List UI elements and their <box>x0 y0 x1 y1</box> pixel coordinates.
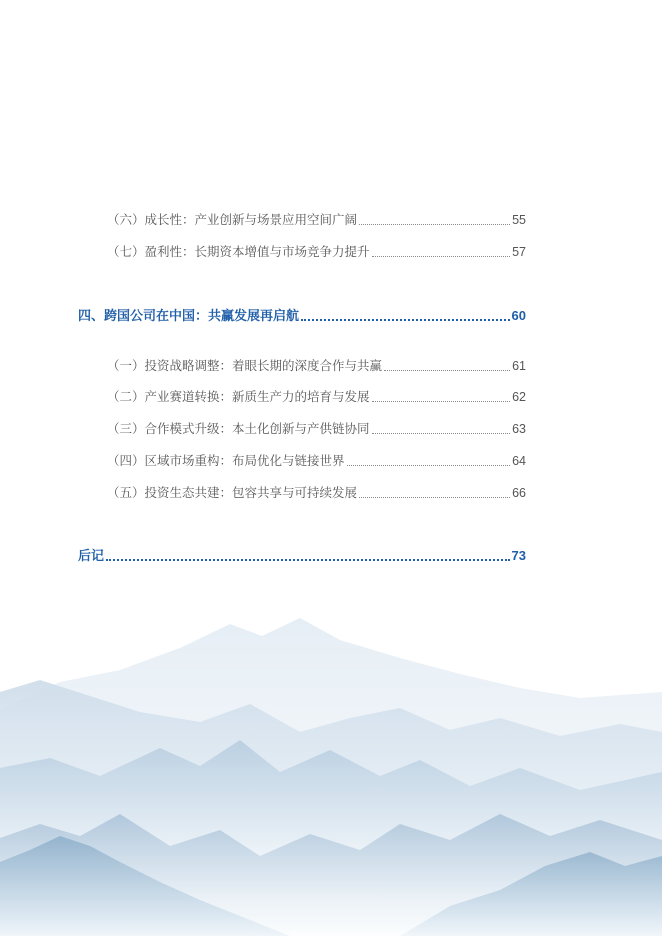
toc-page-number: 64 <box>512 454 526 468</box>
toc-dot-leader <box>301 319 510 321</box>
toc-entry[interactable] <box>78 242 526 262</box>
toc-page-number: 66 <box>512 486 526 500</box>
toc-entry-label: （四）区域市场重构：布局优化与链接世界 <box>107 454 345 468</box>
toc-section-heading[interactable] <box>78 306 526 326</box>
toc-entry[interactable] <box>78 210 526 230</box>
toc-section-heading[interactable] <box>78 546 526 566</box>
toc-page-number: 63 <box>512 422 526 436</box>
toc-page-number: 60 <box>511 308 526 323</box>
toc-page-number: 73 <box>511 548 526 563</box>
toc-dot-leader <box>372 401 511 402</box>
toc-entry[interactable] <box>78 451 526 471</box>
toc-page-number: 55 <box>512 213 526 227</box>
toc-dot-leader <box>347 465 511 466</box>
toc-entry[interactable] <box>78 356 526 376</box>
toc-section-label: 四、跨国公司在中国：共赢发展再启航 <box>78 308 300 323</box>
toc-entry[interactable] <box>78 387 526 407</box>
toc-page-number: 61 <box>512 359 526 373</box>
toc-entry-label: （一）投资战略调整：着眼长期的深度合作与共赢 <box>107 359 383 373</box>
toc-page-number: 57 <box>512 245 526 259</box>
toc-entry[interactable] <box>78 419 526 439</box>
toc-entry-label: （五）投资生态共建：包容共享与可持续发展 <box>107 486 358 500</box>
toc-page-number: 62 <box>512 390 526 404</box>
toc-entry-label: （三）合作模式升级：本土化创新与产供链协同 <box>107 422 370 436</box>
toc-dot-leader <box>359 497 510 498</box>
toc-entry-label: （二）产业赛道转换：新质生产力的培育与发展 <box>107 390 370 404</box>
toc-dot-leader <box>106 559 510 561</box>
toc-dot-leader <box>359 224 510 225</box>
toc-entry-label: （七）盈利性：长期资本增值与市场竞争力提升 <box>107 245 370 259</box>
toc-entry-label: （六）成长性：产业创新与场景应用空间广阔 <box>107 213 358 227</box>
toc-dot-leader <box>372 256 511 257</box>
mountain-landscape-icon <box>0 600 662 936</box>
toc-dot-leader <box>372 433 511 434</box>
toc-dot-leader <box>384 370 510 371</box>
toc-entry[interactable] <box>78 483 526 503</box>
toc-section-label: 后记 <box>78 548 105 563</box>
